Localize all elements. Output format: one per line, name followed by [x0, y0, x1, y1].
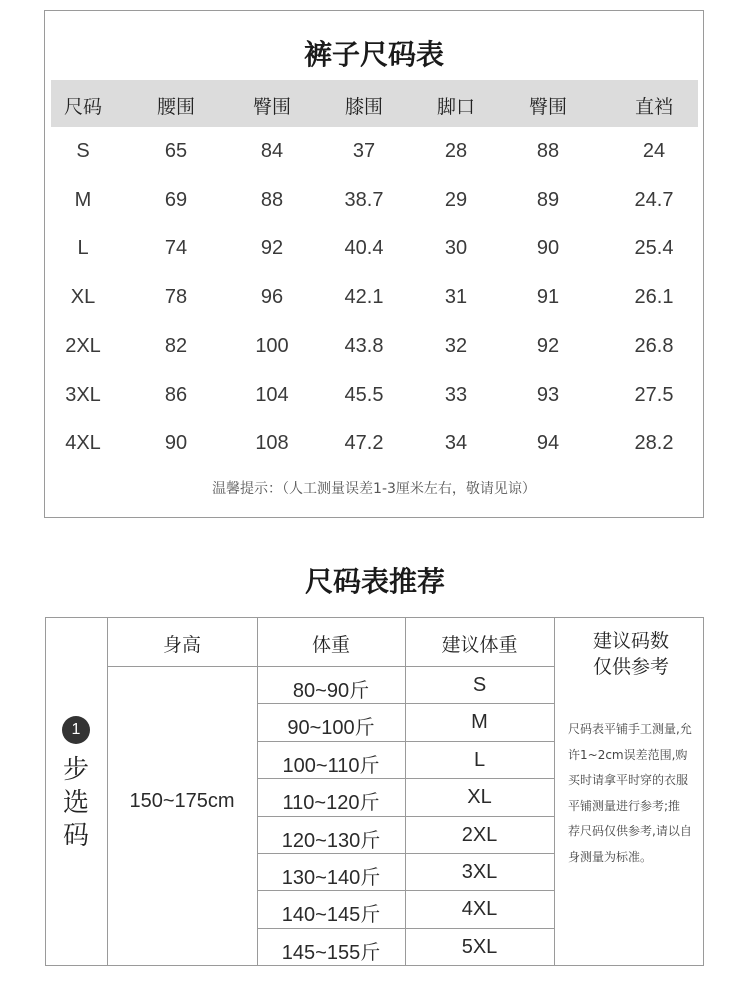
header-knee: 膝围 [344, 96, 383, 118]
cell-waist: 90 [164, 432, 188, 455]
cell-hip-2: 88 [536, 140, 560, 162]
weight-range: 90~100斤 [287, 717, 375, 740]
suggested-size: 3XL [461, 861, 498, 883]
header-height: 身高 [162, 634, 201, 656]
cell-knee: 37 [352, 140, 376, 162]
cell-knee: 38.7 [344, 188, 384, 211]
size-row [51, 432, 698, 462]
cell-hip-2: 90 [536, 237, 560, 260]
size-table-panel [44, 10, 704, 518]
cell-hem: 30 [444, 237, 468, 260]
size-row [51, 140, 698, 170]
size-table-header [51, 80, 698, 127]
cell-hem: 31 [444, 286, 468, 309]
step-label: 步选码 [62, 755, 89, 851]
cell-hip: 92 [260, 237, 284, 260]
recommend-table [45, 617, 704, 966]
cell-hip-2: 89 [536, 188, 560, 211]
suggested-size-title: 建议码数 仅供参考 [592, 630, 669, 678]
cell-waist: 78 [164, 286, 188, 309]
cell-knee: 43.8 [344, 334, 384, 357]
weight-range: 110~120斤 [282, 792, 380, 815]
cell-rise: 25.4 [634, 237, 674, 260]
suggested-size: 5XL [461, 935, 498, 958]
recommend-title: 尺码表推荐 [304, 565, 445, 598]
cell-hem: 33 [444, 383, 468, 406]
cell-knee: 47.2 [344, 432, 384, 455]
suggested-size: 4XL [461, 898, 498, 921]
cell-knee: 45.5 [344, 383, 384, 406]
step-number-badge: 1 [62, 716, 90, 744]
height-range: 150~175cm [129, 790, 235, 812]
suggested-size: 2XL [461, 823, 498, 846]
cell-size: S [76, 140, 90, 162]
header-hem: 脚口 [436, 96, 475, 118]
weight-range: 120~130斤 [281, 829, 381, 852]
header-weight: 体重 [311, 634, 350, 656]
measurement-description: 尺码表平铺手工测量,允许1~2cm误差范围,购买时请拿平时穿的衣服平铺测量进行参考;推荐尺码仅供参考,请以自身测量为标准。 [568, 722, 692, 864]
cell-rise: 26.1 [634, 286, 674, 309]
cell-hip-2: 91 [536, 286, 560, 309]
size-row [51, 286, 698, 316]
cell-hem: 32 [444, 334, 468, 357]
measurement-note: 温馨提示：（人工测量误差1-3厘米左右，敬请见谅） [212, 481, 536, 497]
cell-waist: 82 [164, 334, 188, 357]
cell-hip-2: 92 [536, 334, 560, 357]
size-table-title: 裤子尺码表 [303, 38, 444, 71]
cell-hip: 96 [260, 286, 284, 309]
header-hip: 臀围 [252, 96, 291, 118]
cell-waist: 69 [164, 188, 188, 211]
cell-knee: 40.4 [344, 237, 384, 260]
cell-waist: 65 [164, 140, 188, 162]
weight-range: 130~140斤 [281, 867, 381, 889]
size-row [51, 335, 698, 365]
header-waist: 腰围 [156, 96, 195, 118]
size-row [51, 237, 698, 267]
cell-size: XL [70, 286, 96, 309]
header-suggested-weight: 建议体重 [441, 634, 518, 656]
weight-range: 80~90斤 [292, 680, 370, 702]
cell-knee: 42.1 [344, 286, 384, 309]
cell-waist: 74 [164, 237, 188, 260]
cell-hip-2: 94 [536, 432, 560, 455]
cell-hip: 104 [255, 383, 289, 406]
cell-size: 4XL [65, 432, 101, 455]
header-rise: 直裆 [634, 96, 673, 118]
cell-size: L [77, 237, 89, 260]
cell-hem: 34 [444, 432, 468, 455]
size-row [51, 189, 698, 219]
cell-rise: 27.5 [634, 383, 674, 406]
cell-rise: 24 [642, 140, 666, 162]
suggested-size: L [473, 748, 486, 771]
header-hip-2: 臀围 [528, 96, 567, 118]
cell-size: 3XL [65, 383, 101, 406]
size-row [51, 384, 698, 414]
cell-hip: 88 [260, 188, 284, 211]
suggested-size: XL [467, 786, 492, 809]
suggested-size: M [471, 711, 488, 734]
cell-hem: 29 [444, 188, 468, 211]
weight-range: 145~155斤 [281, 941, 381, 964]
cell-size: M [74, 188, 92, 211]
cell-rise: 28.2 [634, 432, 674, 455]
cell-rise: 26.8 [634, 334, 674, 357]
cell-hip: 84 [260, 140, 284, 162]
cell-size: 2XL [65, 334, 101, 357]
cell-waist: 86 [164, 383, 188, 406]
cell-hem: 28 [444, 140, 468, 162]
cell-hip-2: 93 [536, 383, 560, 406]
weight-range: 140~145斤 [281, 904, 381, 927]
suggested-size: S [472, 674, 487, 696]
cell-rise: 24.7 [634, 188, 674, 211]
cell-hip: 100 [255, 334, 289, 357]
cell-hip: 108 [255, 432, 289, 455]
header-size: 尺码 [63, 96, 102, 118]
weight-range: 100~110斤 [282, 754, 380, 777]
